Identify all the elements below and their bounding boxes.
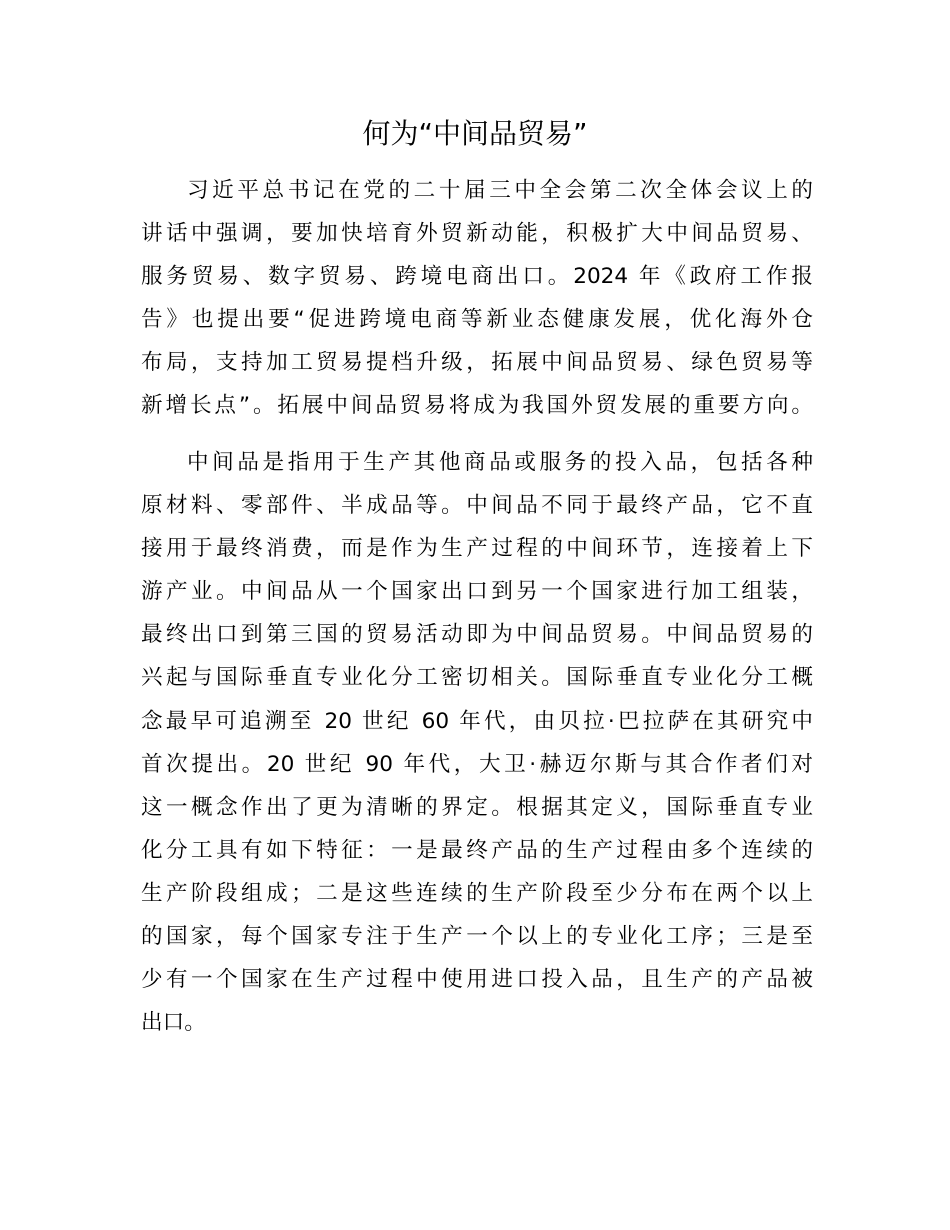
paragraph-line: 少有一个国家在生产过程中使用进口投入品，且生产的产品被 — [141, 967, 813, 993]
paragraph-line: 新增长点”。拓展中间品贸易将成为我国外贸发展的重要方向。 — [141, 393, 813, 419]
paragraph-line: 出口。 — [141, 1010, 206, 1036]
paragraph-line: 告》也提出要“促进跨境电商等新业态健康发展，优化海外仓 — [141, 307, 813, 333]
paragraph-line: 兴起与国际垂直专业化分工密切相关。国际垂直专业化分工概 — [141, 665, 813, 691]
paragraph-line: 首次提出。20 世纪 90 年代，大卫·赫迈尔斯与其合作者们对 — [141, 751, 813, 777]
paragraph-intro — [141, 169, 813, 428]
paragraph-line: 习近平总书记在党的二十届三中全会第二次全体会议上的 — [187, 178, 813, 203]
document-title: 何为“中间品贸易” — [362, 117, 588, 150]
paragraph-line: 中间品是指用于生产其他商品或服务的投入品，包括各种 — [187, 450, 813, 475]
paragraph-line: 这一概念作出了更为清晰的界定。根据其定义，国际垂直专业 — [141, 794, 813, 820]
paragraph-line: 接用于最终消费，而是作为生产过程的中间环节，连接着上下 — [141, 536, 813, 562]
paragraph-line: 游产业。中间品从一个国家出口到另一个国家进行加工组装， — [141, 579, 813, 605]
paragraph-line: 念最早可追溯至 20 世纪 60 年代，由贝拉·巴拉萨在其研究中 — [141, 708, 813, 734]
paragraph-line: 生产阶段组成；二是这些连续的生产阶段至少分布在两个以上 — [141, 880, 813, 906]
paragraph-line: 最终出口到第三国的贸易活动即为中间品贸易。中间品贸易的 — [141, 622, 813, 648]
paragraph-line: 服务贸易、数字贸易、跨境电商出口。2024 年《政府工作报 — [141, 264, 813, 290]
paragraph-line: 讲话中强调，要加快培育外贸新动能，积极扩大中间品贸易、 — [141, 221, 813, 247]
paragraph-line: 布局，支持加工贸易提档升级，拓展中间品贸易、绿色贸易等 — [141, 350, 813, 376]
paragraph-line: 原材料、零部件、半成品等。中间品不同于最终产品，它不直 — [141, 493, 813, 519]
paragraph-definition — [141, 441, 813, 1044]
paragraph-line: 的国家，每个国家专注于生产一个以上的专业化工序；三是至 — [141, 924, 813, 950]
paragraph-line: 化分工具有如下特征：一是最终产品的生产过程由多个连续的 — [141, 837, 813, 863]
